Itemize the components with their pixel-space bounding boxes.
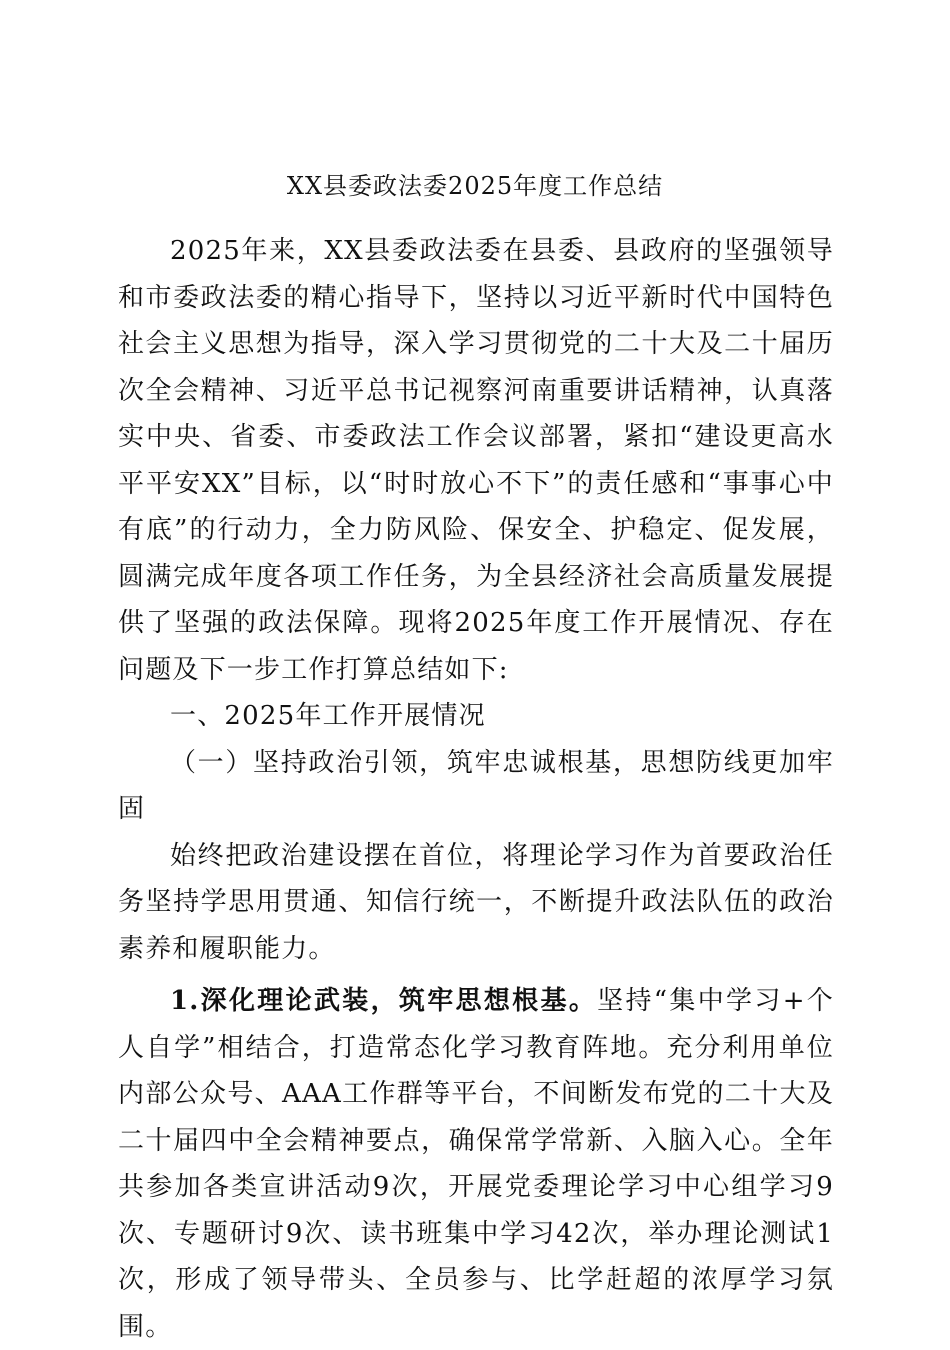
document-title: XX县委政法委2025年度工作总结	[286, 172, 664, 200]
subsection-1-paragraph: 始终把政治建设摆在首位，将理论学习作为首要政治任务坚持学思用贯通、知信行统一，不断提升政法队伍的政治素养和履职能力。	[118, 840, 834, 964]
item-1-title: 1.深化理论武装，筑牢思想根基。	[170, 986, 598, 1016]
intro-paragraph: 2025年来，XX县委政法委在县委、县政府的坚强领导和市委政法委的精心指导下，坚持以习近平新时代中国特色社会主义思想为指导，深入学习贯彻党的二十大及二十届历次全会精神、习近平总书记视察河南重要讲话精神，认真落实中央、省委、市委政法工作会议部署，紧扣“建设更高水平平安XX”目标，以“时时放心不下”的责任感和“事事心中有底”的行动力，全力防风险、保安全、护稳定、促发展，圆满完成年度各项工作任务，为全县经济社会高质量发展提供了坚强的政法保障。现将2025年度工作开展情况、存在问题及下一步工作打算总结如下:	[118, 236, 834, 685]
section-heading-1: 一、2025年工作开展情况	[170, 701, 486, 731]
subsection-heading-1: （一）坚持政治引领，筑牢忠诚根基，思想防线更加牢固	[118, 747, 834, 824]
item-1-body: 坚持“集中学习+个人自学”相结合，打造常态化学习教育阵地。充分利用单位内部公众号、AAA工作群等平台，不间断发布党的二十大及二十届四中全会精神要点，确保常学常新、入脑入心。全年共参加各类宣讲活动9次，开展党委理论学习中心组学习9次、专题研讨9次、读书班集中学习42次，举办理论测试1次，形成了领导带头、全员参与、比学赶超的浓厚学习氛围。	[118, 986, 834, 1342]
item-1-paragraph	[118, 978, 834, 1350]
document-body	[118, 228, 834, 1350]
